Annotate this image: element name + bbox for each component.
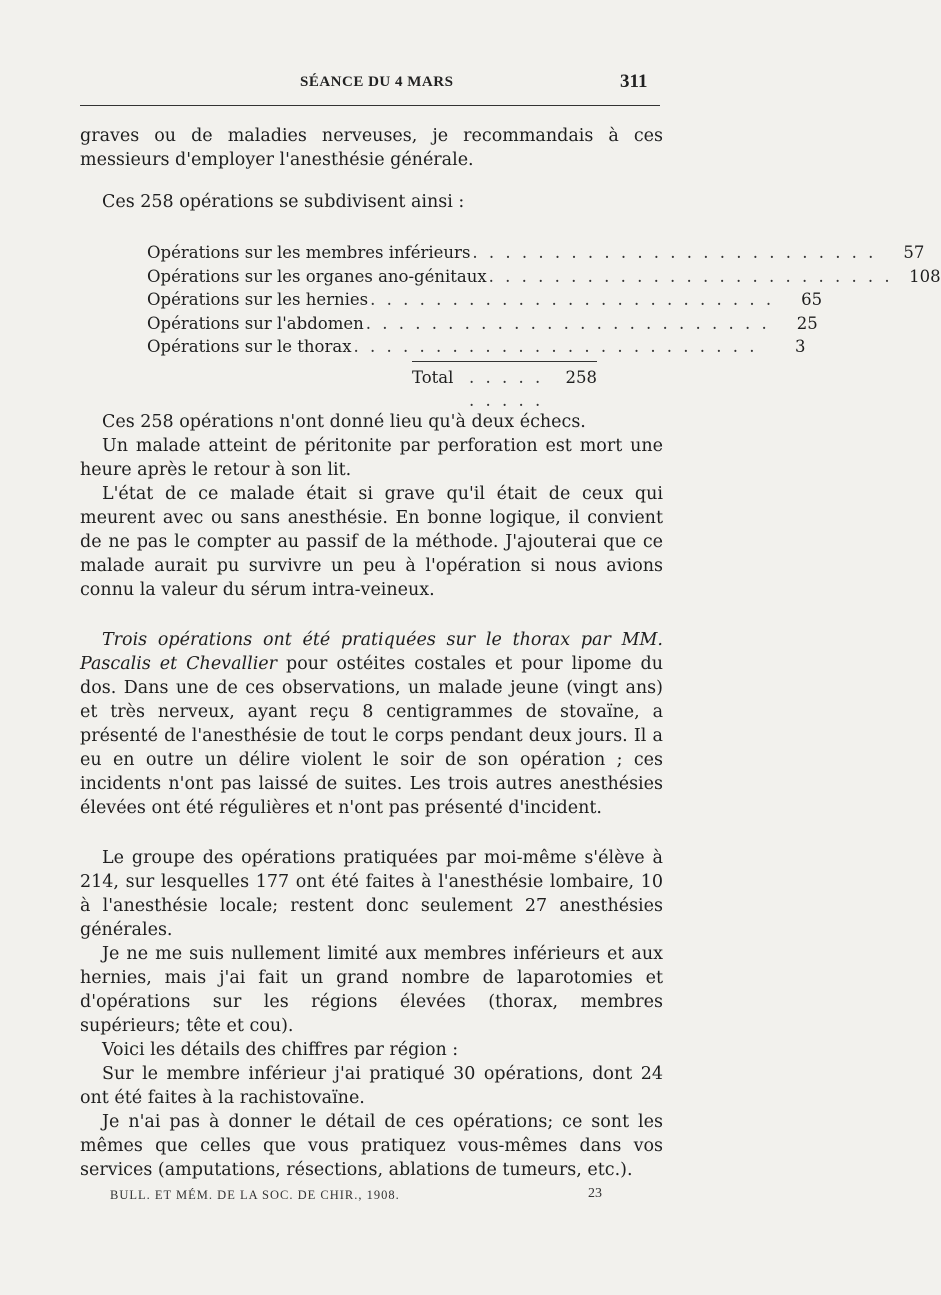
footer-citation: BULL. ET MÉM. DE LA SOC. DE CHIR., 1908.	[110, 1188, 400, 1202]
paragraph: Un malade atteint de péritonite par perforation est mort une heure après le retour à son lit.	[80, 436, 663, 480]
row-label: Opérations sur les hernies	[147, 290, 369, 309]
paragraph-subdivision-intro: Ces 258 opérations se subdivisent ainsi :	[102, 192, 465, 212]
row-label: Opérations sur les organes ano-génitaux	[147, 266, 487, 286]
header-rule	[80, 105, 660, 106]
total-rule	[412, 361, 597, 362]
table-row	[147, 241, 925, 265]
row-value: 108	[909, 266, 941, 286]
row-value: 25	[796, 313, 818, 333]
row-value: 65	[801, 290, 823, 309]
table-row	[147, 265, 941, 289]
table-row	[147, 335, 806, 359]
paragraph-rest: pour ostéites costales et pour lipome du dos. Dans une de ces observations, un malade jeune (vingt ans) et très nerveux, ayant reçu 8 centigrammes de stovaïne, a présenté de l'anesthésie de tout le corps pendant deux jours. Il a eu en outre un délire violent le soir de son opération ; ces incidents n'ont pas laissé de suites. Les trois autres anesthésies élevées ont été régulières et n'ont pas présenté d'incident.	[80, 654, 663, 818]
table-row	[147, 288, 823, 312]
row-label: Opérations sur l'abdomen	[147, 313, 364, 333]
paragraph-continuation: graves ou de maladies nerveuses, je recommandais à ces messieurs d'employer l'anesthésie générale.	[80, 126, 663, 170]
dot-leader: . . . . . . . . . . . . . . . . . . . . . . . . .	[353, 337, 758, 356]
paragraph: L'état de ce malade était si grave qu'il était de ceux qui meurent avec ou sans anesthésie. En bonne logique, il convient de ne pas le compter au passif de la méthode. J'ajouterai que ce malade aurait pu survivre un peu à l'opération si nous avions connu la valeur du sérum intra-veineux.	[80, 484, 663, 600]
dot-leader: . . . . . . . . . . . . . . . . . . . . . . . . .	[365, 313, 770, 333]
paragraph: Je n'ai pas à donner le détail de ces opérations; ce sont les mêmes que celles que vous pratiquez vous-mêmes dans vos services (amputations, résections, ablations de tumeurs, etc.).	[80, 1112, 663, 1180]
dot-leader: . . . . . . . . . . . . . . . . . . . . . . . . .	[472, 243, 877, 262]
dot-leader: . . . . . . . . . .	[469, 367, 544, 410]
paragraph-thorax	[80, 628, 663, 820]
running-header: SÉANCE DU 4 MARS	[300, 74, 454, 90]
row-label: Opérations sur les membres inférieurs	[147, 243, 471, 262]
page-number: 311	[620, 71, 648, 92]
footer-signature: 23	[588, 1186, 602, 1201]
paragraph: Voici les détails des chiffres par région :	[102, 1040, 459, 1060]
row-value: 57	[903, 243, 925, 262]
italic-lead: Trois opérations ont été pratiquées sur le thorax par MM. Pascalis et Chevallier	[80, 630, 663, 674]
dot-leader: . . . . . . . . . . . . . . . . . . . . . . . . .	[370, 290, 775, 309]
paragraph: Le groupe des opérations pratiquées par moi-même s'élève à 214, sur lesquelles 177 ont été faites à l'anesthésie lombaire, 10 à l'anesthésie locale; restent donc seulement 27 anesthésies générales.	[80, 848, 663, 940]
row-value: 3	[795, 337, 806, 356]
paragraph: Ces 258 opérations n'ont donné lieu qu'à deux échecs.	[102, 412, 586, 432]
operations-table	[147, 241, 941, 413]
total-value: 258	[565, 367, 597, 387]
intro-block	[80, 124, 663, 214]
body-block	[80, 410, 663, 1182]
table-row	[147, 312, 818, 336]
row-label: Opérations sur le thorax	[147, 337, 352, 356]
total-label: Total	[412, 367, 454, 387]
dot-leader: . . . . . . . . . . . . . . . . . . . . . . . . .	[488, 266, 893, 286]
paragraph: Sur le membre inférieur j'ai pratiqué 30 opérations, dont 24 ont été faites à la rachistovaïne.	[80, 1064, 663, 1108]
paragraph: Je ne me suis nullement limité aux membres inférieurs et aux hernies, mais j'ai fait un grand nombre de laparotomies et d'opérations sur les régions élevées (thorax, membres supérieurs; tête et cou).	[80, 944, 663, 1036]
table-total-row	[147, 366, 597, 413]
